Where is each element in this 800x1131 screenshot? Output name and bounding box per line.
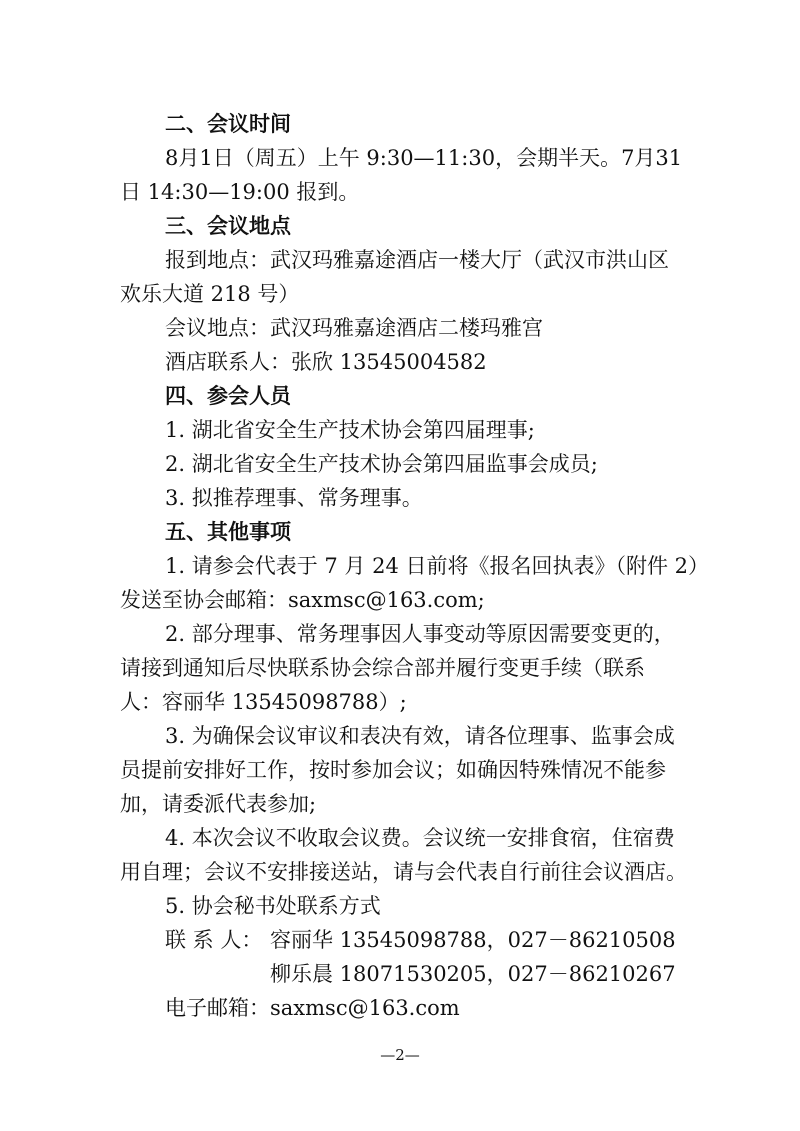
paragraph-line: 欢乐大道 218 号） (120, 282, 300, 306)
paragraph-line: 日 14:30—19:00 报到。 (120, 180, 360, 204)
contact-line: 柳乐晨 18071530205，027－86210267 (270, 962, 676, 986)
contact-label: 联 系 人： (165, 928, 263, 952)
list-item: 1. 湖北省安全生产技术协会第四届理事; (165, 418, 535, 442)
paragraph-line: 会议地点：武汉玛雅嘉途酒店二楼玛雅宫 (165, 316, 543, 340)
list-item: 3. 拟推荐理事、常务理事。 (165, 486, 423, 510)
list-item: 2. 湖北省安全生产技术协会第四届监事会成员; (165, 452, 598, 476)
paragraph-line: 1. 请参会代表于 7 月 24 日前将《报名回执表》（附件 2） (165, 554, 710, 578)
paragraph-line: 用自理；会议不安排接送站，请与会代表自行前往会议酒店。 (120, 860, 687, 884)
paragraph-line: 报到地点：武汉玛雅嘉途酒店一楼大厅（武汉市洪山区 (165, 248, 669, 272)
contact-line: 容丽华 13545098788，027－86210508 (270, 928, 676, 952)
paragraph-line: 人：容丽华 13545098788）; (120, 690, 407, 714)
paragraph-line: 发送至协会邮箱：saxmsc@163.com; (120, 588, 485, 612)
section-heading-meeting-time: 二、会议时间 (165, 112, 291, 136)
paragraph-line: 酒店联系人：张欣 13545004582 (165, 350, 487, 374)
paragraph-line: 加，请委派代表参加; (120, 792, 317, 816)
section-heading-attendees: 四、参会人员 (165, 384, 291, 408)
paragraph-line: 2. 部分理事、常务理事因人事变动等原因需要变更的， (165, 622, 675, 646)
email-line: 电子邮箱：saxmsc@163.com (165, 996, 460, 1020)
page-number: —2— (380, 1046, 420, 1064)
paragraph-line: 员提前安排好工作，按时参加会议；如确因特殊情况不能参 (120, 758, 666, 782)
section-heading-meeting-location: 三、会议地点 (165, 214, 291, 238)
paragraph-line: 8月1日（周五）上午 9:30—11:30，会期半天。7月31 (165, 146, 683, 170)
paragraph-line: 请接到通知后尽快联系协会综合部并履行变更手续（联系 (120, 656, 645, 680)
section-heading-other-matters: 五、其他事项 (165, 520, 291, 544)
paragraph-line: 3. 为确保会议审议和表决有效，请各位理事、监事会成 (165, 724, 675, 748)
paragraph-line: 5. 协会秘书处联系方式 (165, 894, 381, 918)
paragraph-line: 4. 本次会议不收取会议费。会议统一安排食宿，住宿费 (165, 826, 675, 850)
